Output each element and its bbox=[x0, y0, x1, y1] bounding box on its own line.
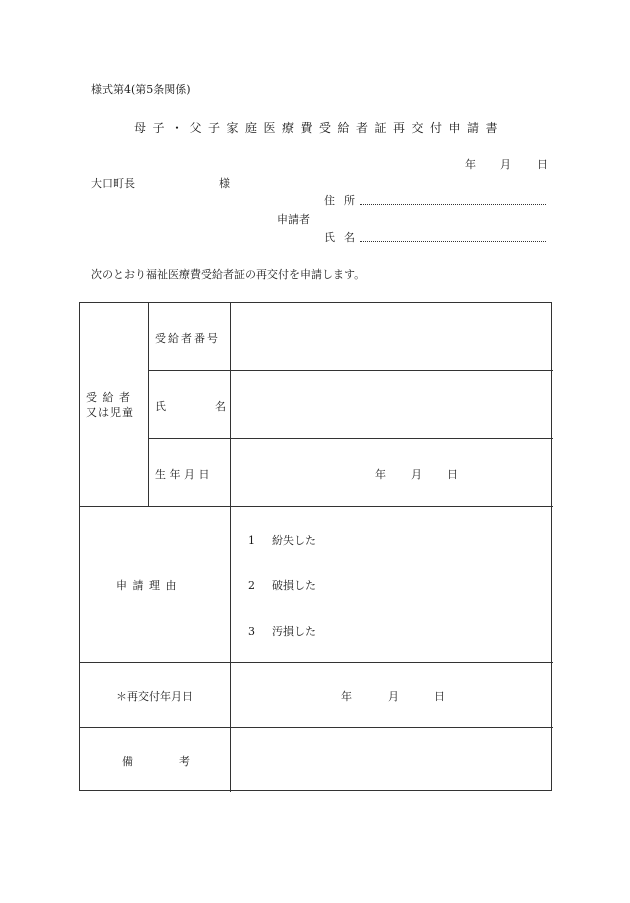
birthdate-day-label: 日 bbox=[447, 468, 458, 481]
reissue-year-label: 年 bbox=[341, 690, 352, 703]
reissue-day-label: 日 bbox=[434, 690, 445, 703]
recipient-group-label-line2: 又は児童 bbox=[86, 406, 134, 419]
reason-option[interactable] bbox=[248, 623, 316, 639]
table-divider bbox=[148, 438, 553, 439]
applicant-label: 申請者 bbox=[277, 213, 310, 226]
reason-text: 汚損した bbox=[272, 625, 316, 638]
recipient-number-field[interactable] bbox=[231, 303, 553, 370]
reason-option[interactable] bbox=[248, 532, 316, 548]
form-number: 様式第4(第5条関係) bbox=[91, 83, 191, 96]
birthdate-year-label: 年 bbox=[375, 468, 386, 481]
table-divider bbox=[148, 303, 149, 506]
recipient-number-label: 受給者番号 bbox=[155, 332, 220, 345]
recipient-name-field[interactable] bbox=[231, 371, 553, 438]
document-title: 母子・父子家庭医療費受給者証再交付申請書 bbox=[133, 121, 504, 135]
table-divider bbox=[80, 662, 553, 663]
date-month-label: 月 bbox=[500, 158, 511, 171]
reason-number: 3 bbox=[248, 625, 255, 638]
remarks-label-right: 考 bbox=[179, 755, 190, 768]
address-field[interactable] bbox=[360, 204, 546, 205]
reason-option[interactable] bbox=[248, 577, 316, 593]
reissue-month-label: 月 bbox=[388, 690, 399, 703]
application-table bbox=[79, 302, 552, 791]
date-day-label: 日 bbox=[537, 158, 548, 171]
remarks-label-left: 備 bbox=[122, 755, 133, 768]
reason-text: 破損した bbox=[272, 579, 316, 592]
birthdate-label: 生 年 月 日 bbox=[155, 468, 210, 481]
remarks-field[interactable] bbox=[231, 728, 553, 792]
recipient-name-label-right: 名 bbox=[215, 400, 226, 413]
date-year-label: 年 bbox=[465, 158, 476, 171]
honorific: 様 bbox=[219, 177, 230, 190]
reissue-date-label: ＊再交付年月日 bbox=[116, 690, 193, 703]
table-divider bbox=[80, 506, 553, 507]
name-field[interactable] bbox=[360, 241, 546, 242]
address-label: 住所 bbox=[324, 194, 364, 207]
recipient-group-label-line1: 受 給 者 bbox=[86, 391, 131, 404]
intro-text: 次のとおり福祉医療費受給者証の再交付を申請します。 bbox=[91, 268, 366, 281]
reason-text: 紛失した bbox=[272, 534, 316, 547]
reason-label: 申 請 理 由 bbox=[116, 579, 178, 592]
birthdate-month-label: 月 bbox=[411, 468, 422, 481]
reason-number: 1 bbox=[248, 534, 255, 547]
reason-number: 2 bbox=[248, 579, 255, 592]
addressee: 大口町長 bbox=[91, 177, 135, 190]
name-label: 氏名 bbox=[324, 231, 364, 244]
recipient-name-label-left: 氏 bbox=[155, 400, 166, 413]
